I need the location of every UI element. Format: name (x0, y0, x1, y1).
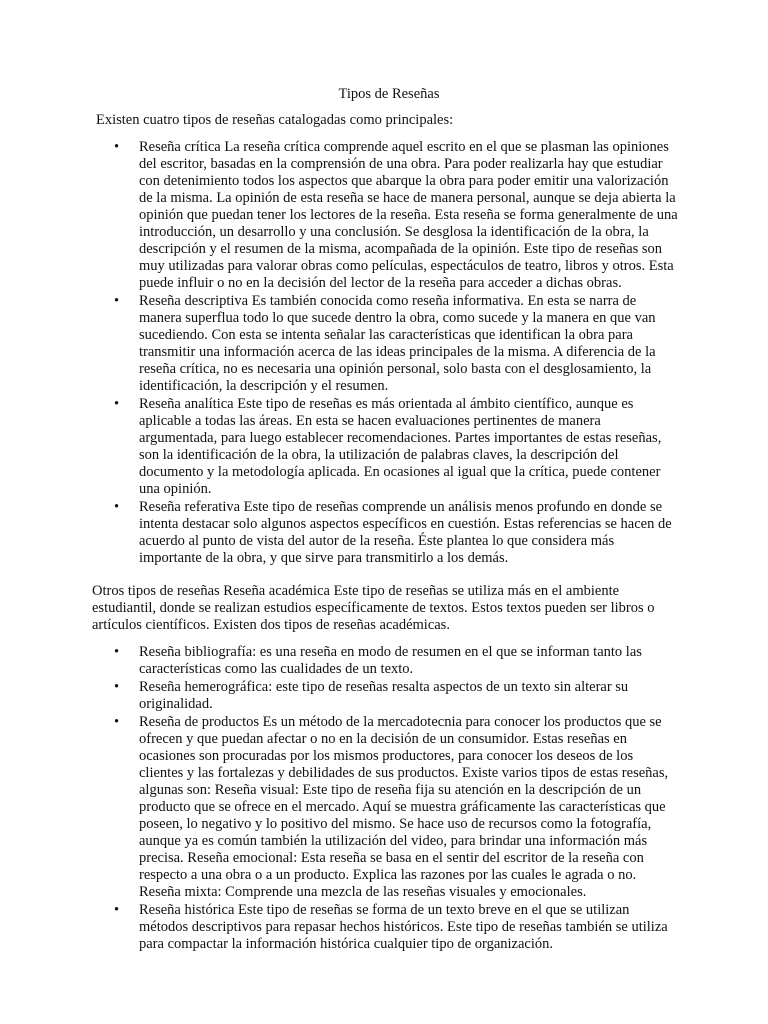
list-item-text: Reseña hemerográfica: este tipo de reseñas resalta aspectos de un texto sin alterar su originalidad. (139, 679, 629, 712)
bullet-icon: • (114, 714, 120, 730)
list-item-text: Reseña analítica Este tipo de reseñas es más orientada al ámbito científico, aunque es aplicable a todas las áreas. En esta se hacen evaluaciones pertinentes de manera argumentada, para luego establecer recomendaciones. Partes importantes de estas reseñas, son la identificación de la obra, la utilización de palabras claves, la descripción del documento y la metodología aplicada. En ocasiones al igual que la crítica, puede contener una opinión. (139, 396, 662, 497)
list-item-resena-critica (90, 139, 678, 292)
list-item-text: Reseña histórica Este tipo de reseñas se forma de un texto breve en el que se utilizan métodos descriptivos para repasar hechos históricos. Este tipo de reseñas también se utiliza para compactar la información histórica cualquier tipo de organización. (139, 902, 668, 952)
list-item-resena-descriptiva (90, 293, 678, 395)
bullet-icon: • (114, 679, 120, 695)
list-item-text: Reseña crítica La reseña crítica comprende aquel escrito en el que se plasman las opiniones del escritor, basadas en la comprensión de una obra. Para poder realizarla hay que estudiar con detenimiento todos los aspectos que abarque la obra para poder emitir una valorización de la misma. La opinión de esta reseña se hace de manera personal, aunque se deja abierta la opinión que puedan tener los lectores de la reseña. Esta reseña se forma generalmente de una introducción, un desarrollo y una conclusión. Se desglosa la identificación de la obra, la descripción y el resumen de la misma, acompañada de la opinión. Este tipo de reseñas son muy utilizadas para valorar obras como películas, espectáculos de teatro, libros y otros. Esta puede influir o no en la decisión del lector de la reseña para acceder a dichas obras. (139, 139, 678, 291)
bullet-icon: • (114, 499, 120, 515)
other-review-types-list (90, 644, 678, 953)
list-item-resena-historica (90, 902, 678, 953)
list-item-resena-referativa (90, 499, 678, 567)
list-item-resena-hemerografica (90, 679, 678, 713)
list-item-text: Reseña de productos Es un método de la mercadotecnia para conocer los productos que se ofrecen y que puedan afectar o no en la decisión de un consumidor. Estas reseñas en ocasiones son procuradas por los mismos productores, para conocer los deseos de los clientes y las fortalezas y debilidades de sus productos. Existe varios tipos de estas reseñas, algunas son: Reseña visual: Este tipo de reseña fija su atención en la descripción de un producto que se ofrece en el mercado. Aquí se muestra gráficamente las características que poseen, lo negativo y lo positivo del mismo. Se hace uso de recursos como la fotografía, aunque ya es común también la utilización del video, para brindar una información más precisa. Reseña emocional: Esta reseña se basa en el sentir del escritor de la reseña con respecto a una obra o a un producto. Explica las razones por las cuales le agrada o no. Reseña mixta: Comprende una mezcla de las reseñas visuales y emocionales. (139, 714, 669, 900)
list-item-text: Reseña descriptiva Es también conocida como reseña informativa. En esta se narra de manera superflua todo lo que sucede dentro la obra, como sucede y la manera en que van sucediendo. Con esta se intenta señalar las características que identifican la obra para transmitir una información acerca de las ideas principales de la misma. A diferencia de la reseña crítica, no es necesaria una opinión personal, solo basta con el desglosamiento, la identificación, la descripción y el resumen. (139, 293, 656, 394)
list-item-resena-bibliografia (90, 644, 678, 678)
bullet-icon: • (114, 902, 120, 918)
second-intro-paragraph: Otros tipos de reseñas Reseña académica Este tipo de reseñas se utiliza más en el ambiente estudiantil, donde se realizan estudios específicamente de textos. Estos textos pueden ser libros o artículos científicos. Existen dos tipos de reseñas académicas. (92, 583, 655, 633)
bullet-icon: • (114, 644, 120, 660)
bullet-icon: • (114, 293, 120, 309)
list-item-text: Reseña bibliografía: es una reseña en modo de resumen en el que se informan tanto las características como las cualidades de un texto. (139, 644, 642, 677)
main-review-types-list (90, 139, 678, 567)
bullet-icon: • (114, 396, 120, 412)
list-item-resena-de-productos (90, 714, 678, 901)
bullet-icon: • (114, 139, 120, 155)
list-item-text: Reseña referativa Este tipo de reseñas comprende un análisis menos profundo en donde se intenta destacar solo algunos aspectos específicos en cuestión. Estas referencias se hacen de acuerdo al punto de vista del autor de la reseña. Éste plantea lo que considera más importante de la obra, y que sirve para transmitirlo a los demás. (139, 499, 672, 566)
list-item-resena-analitica (90, 396, 678, 498)
intro-paragraph: Existen cuatro tipos de reseñas catalogadas como principales: (96, 112, 454, 128)
page-title: Tipos de Reseñas (338, 86, 440, 102)
